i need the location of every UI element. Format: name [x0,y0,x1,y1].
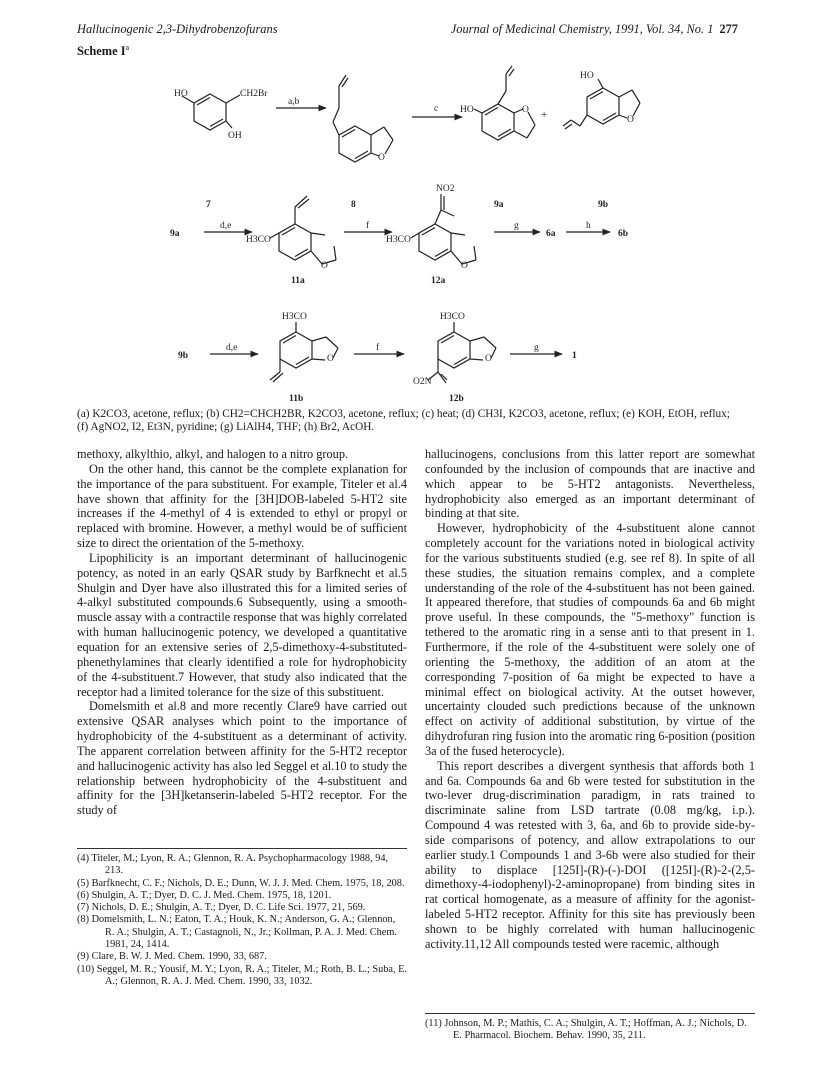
structure-7 [182,94,240,130]
scheme-footnote: (a) K2CO3, acetone, reflux; (b) CH2=CHCH2BR, K2CO3, acetone, reflux; (c) heat; (d) CH3I, K2CO3, acetone, reflux; (e) KOH, EtOH, reflux; (f) AgNO2, I2, Et3N, pyridine; (g) LiAlH4, THF; (h) Br2, AcOH. [77,408,730,433]
group-ho-7: HO [174,89,188,99]
reference-item: (7) Nichols, D. E.; Shulgin, A. T.; Dyer, D. C. Life Sci. 1977, 21, 569. [77,902,366,914]
arrow-label-h-row2: h [586,221,591,231]
reference-item: (4) Titeler, M.; Lyon, R. A.; Glennon, R. A. Psychopharmacology 1988, 94, 213. [77,853,389,877]
group-h3co-12b: H3CO [440,312,465,322]
reference-item: (6) Shulgin, A. T.; Dyer, D. C. J. Med. Chem. 1975, 18, 1201. [77,889,332,901]
product-label-6b: 6b [618,229,629,239]
paragraph: hallucinogens, conclusions from this latter report are somewhat confounded by the inclusion of compounds that are inactive and which appear to be 5-HT2 antagonists. Nevertheless, hydrophobicity also emerged as an important determinant of binding at that site. [425,447,755,521]
scheme-title [77,43,129,59]
structure-11a [270,196,336,264]
group-h3co-11a: H3CO [246,235,271,245]
paragraph: However, hydrophobicity of the 4-substituent alone cannot completely account for the variations noted in biological activity for the various substituents studied (e.g. see ref 8). In spite of all these studies, the situation remains complex, and a complete understanding of the role of the 4-substituent has not been gained. It appeared therefore, that studies of compounds 6a and 6b might prove useful. In these compounds, the "5-methoxy" function is tethered to the aromatic ring in a sense anti to that present in 1. Furthermore, if the role of the 4-substituent were solely one of orienting the 5-methoxy, the addition of an atom at the corresponding 7-position of 6a might be expected to have a minimal effect on biological activity. At the outset however, uncertainty clouded such predictions because of the unknown effect on activity of additional substitution, by virtue of the dihydrofuran ring fusion into the aromatic ring 6-position (position 3a of the fused heterocycle). [425,521,755,758]
arrow-label-de-row2: d,e [220,221,232,231]
group-h3co-12a: H3CO [386,235,411,245]
reference-item: (5) Barfknecht, C. F.; Nichols, D. E.; Dunn, W. J. J. Med. Chem. 1975, 18, 208. [77,877,405,889]
left-column [77,447,407,818]
structure-12b [428,322,496,383]
start-label-9b: 9b [178,351,189,361]
page-number: 277 [719,22,738,36]
reference-item: (10) Seggel, M. R.; Yousif, M. Y.; Lyon, R. A.; Titeler, M.; Roth, B. L.; Suba, E. A.; Glennon, R. A. J. Med. Chem. 1990, 33, 1032. [77,963,407,987]
right-column [425,447,755,952]
paragraph: This report describes a divergent synthesis that affords both 1 and 6a. Compounds 6a and 6b were tested for substitution in the two-lever drug-discrimination paradigm, in rats trained to discriminate saline from LSD tartrate (0.08 mg/kg, i.p.). Compound 4 was retested with 3, 6a, and 6b to provide side-by-side comparisons of potency, and allow extrapolations to our earlier study.1 Compounds 1 and 3-6b were also studied for their ability to displace [125I]-(R)-(-)-DOI ([125I]-(R)-2-(2,5-dimethoxy-4-iodophenyl)-2-aminopropane) from binding sites in rat cortical homogenate, as a measure of affinity for the agonist-labeled 5-HT2 receptor. Affinity for this site has previously been shown to be highly correlated with human hallucinogenic activity.11,12 All compounds tested were racemic, although [425,758,755,951]
arrow-label-c: c [434,104,439,114]
running-header-right [451,22,738,37]
structure-12a [411,194,476,264]
arrow-label-de-row3: d,e [226,343,238,353]
group-o-9a: O [522,105,529,115]
plus-sign: + [541,109,548,121]
structure-8 [333,75,393,162]
paragraph: On the other hand, this cannot be the complete explanation for the importance of the para substituent. For example, Titeler et al.4 have shown that affinity for the [3H]DOB-labeled 5-HT2 site increases if the 4-methyl of 4 is extended to ethyl or propyl or replaced with bromine. However, a methyl would be of sufficient size to direct the orientation of the 5-methoxy. [77,461,407,551]
start-label-9a: 9a [170,229,180,239]
footnote-divider-right [425,1013,755,1014]
product-label-1: 1 [572,351,577,361]
structure-11b [270,322,338,382]
structure-9a [474,66,535,140]
reaction-scheme [0,60,820,405]
compound-label-7: 7 [206,200,211,210]
group-oh-7: OH [228,131,242,141]
arrow-label-g-row3: g [534,343,539,353]
arrow-label-ab: a,b [288,97,300,107]
arrow-label-g-row2: g [514,221,519,231]
paragraph: Lipophilicity is an important determinant of hallucinogenic potency, as noted in an early QSAR study by Barfknecht et al.5 Shulgin and Dyer have also illustrated this for a limited series of 4-alkyl substituted compounds.6 Subsequently, using a smooth-muscle assay with a contractile response that was highly correlated with human hallucinogenic potency, we developed a quantitative equation for an extensive series of 2,5-dimethoxy-4-substituted-phenethylamines that clearly identified a role for hydrophobicity of the 4-substituent.7 However, that study also indicated that the receptor had a limited tolerance for the size of this substituent. [77,550,407,699]
compound-label-9a: 9a [494,200,504,210]
group-h3co-11b: H3CO [282,312,307,322]
arrow-label-f-row3: f [376,343,380,353]
group-o2n-12b: O2N [413,377,432,387]
reference-item: (8) Domelsmith, L. N.; Eaton, T. A.; Houk, K. N.; Anderson, G. A.; Glennon, R. A.; Shulgin, A. T.; Castagnoli, N., Jr.; Kollman, P. A. J. Med. Chem. 1981, 24, 1414. [77,914,397,951]
compound-label-9b: 9b [598,200,609,210]
group-o-12a: O [461,261,468,271]
compound-label-11a: 11a [291,276,305,286]
reference-item: (11) Johnson, M. P.; Mathis, C. A.; Shulgin, A. T.; Hoffman, A. J.; Nichols, D. E. Pharmacol. Biochem. Behav. 1990, 35, 211. [425,1018,747,1042]
scheme-title-text: Scheme I [77,44,126,59]
reference-list-left [77,853,407,988]
compound-label-8: 8 [351,200,356,210]
arrow-label-f-row2: f [366,221,370,231]
group-ho-9a: HO [460,105,474,115]
group-o-11b: O [327,354,334,364]
group-o-12b: O [485,354,492,364]
reference-list-right [425,1018,755,1043]
scheme-title-footnote-marker: a [125,43,130,52]
reference-item: (9) Clare, B. W. J. Med. Chem. 1990, 33, 687. [77,951,267,963]
group-o-11a: O [321,261,328,271]
compound-label-12b: 12b [449,394,464,404]
paragraph: Domelsmith et al.8 and more recently Clare9 have carried out extensive QSAR analyses which point to the importance of hydrophobicity of the 4-substituent as a determinant of activity. The apparent correlation between affinity for the 5-HT2 receptor and hallucinogenic activity has also led Seggel et al.10 to study the relationship between hydrophobicity of the 4-substituent and affinity for the [3H]ketanserin-labeled 5-HT2 receptor. For the study of [77,699,407,818]
running-header-left: Hallucinogenic 2,3-Dihydrobenzofurans [77,22,278,36]
group-ho-9b: HO [580,71,594,81]
compound-label-11b: 11b [289,394,304,404]
product-label-6a: 6a [546,229,556,239]
group-ch2br-7: CH2Br [240,89,268,99]
group-no2-12a: NO2 [436,184,455,194]
paragraph: methoxy, alkylthio, alkyl, and halogen to a nitro group. [77,447,349,461]
footnote-divider-left [77,848,407,849]
group-o-9b: O [627,115,634,125]
journal-citation: Journal of Medicinal Chemistry, 1991, Vol. 34, No. 1 [450,22,714,36]
group-o-8: O [378,153,385,163]
compound-label-12a: 12a [431,276,446,286]
